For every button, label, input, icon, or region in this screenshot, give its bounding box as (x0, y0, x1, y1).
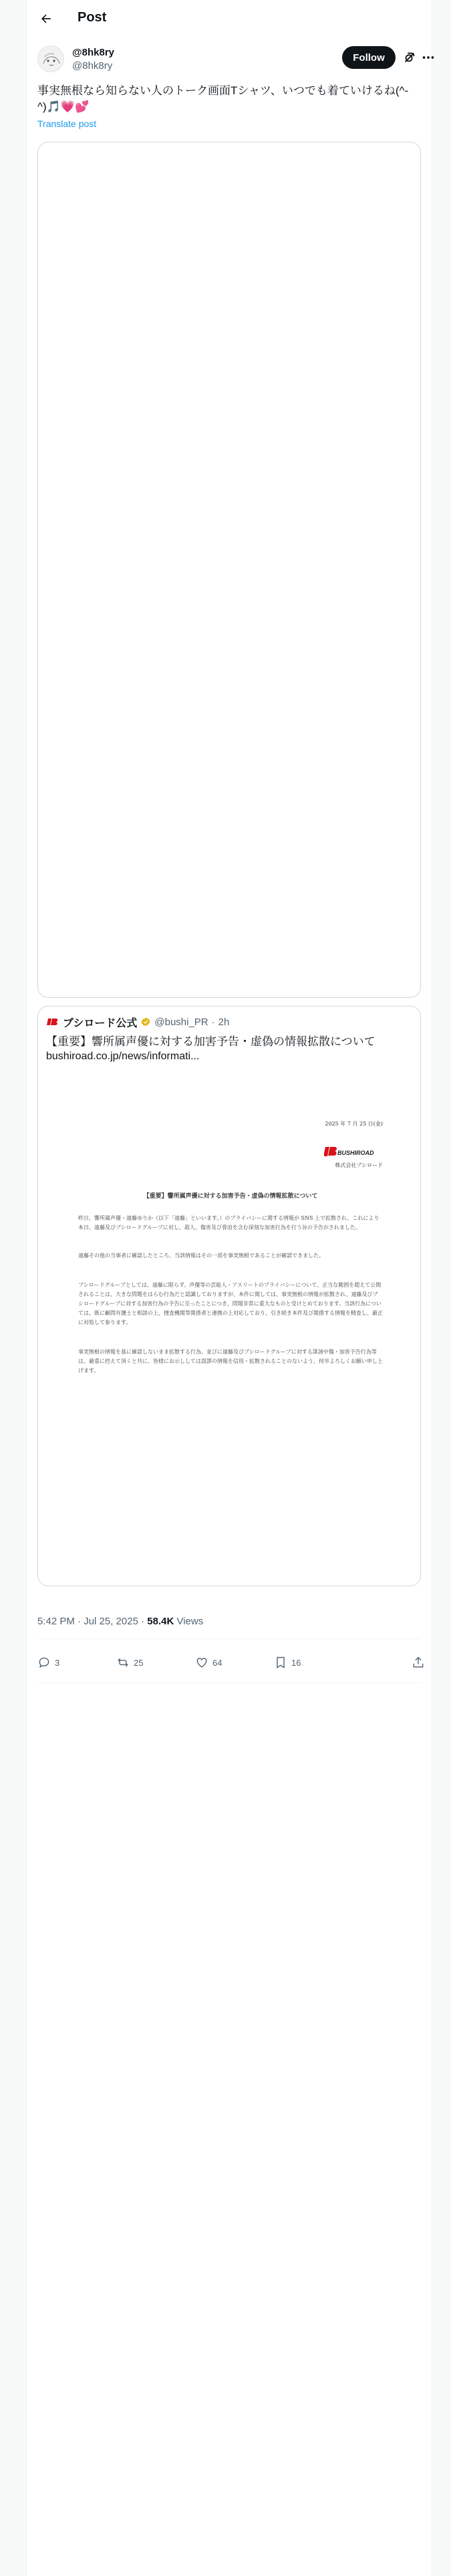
doc-paragraph-3: ブシロードグループとしては、遠藤に限らず、声優等の芸能人・アスリートのプライバシーについて、正当な範囲を超えて公開されることは、大きな問題をはらむ行為だと認識しておりますが、本件に関しては、事実無根の情報が拡散され、遠藤及びブシロードグループに対する加害行為の予告に至ったことにつき、問題非常に重大なものと受けとめております。当該行為については、既に顧問弁護士と相談の上、捜査機関等関係者と連携の上対応しており、引き続き本件及び関係する情報を精査し、厳正に対処して参ります。 (78, 1282, 383, 1325)
meta-separator: · (211, 1016, 215, 1028)
more-button[interactable] (421, 50, 436, 65)
doc-paragraph-2: 遠藤その他の当事者に確認したところ、当該情報はその一部を事実無根であることが確認できました。 (78, 1253, 324, 1259)
svg-text:BUSHIROAD: BUSHIROAD (337, 1150, 374, 1156)
share-button[interactable] (412, 1654, 425, 1671)
post-column (27, 0, 432, 2576)
doc-heading: 【重要】響所属声優に対する加害予告・虚偽の情報拡散について (143, 1193, 318, 1200)
doc-date: 2025 年 7 月 25 日(金) (325, 1121, 383, 1127)
views-label: Views (176, 1616, 204, 1627)
heart-icon (195, 1656, 208, 1669)
post-timestamp: 5:42 PM · Jul 25, 2025 · 58.4K Views (37, 1616, 204, 1627)
reply-button[interactable] (37, 1654, 59, 1671)
quoted-post[interactable] (37, 1006, 421, 1586)
divider (37, 1638, 421, 1639)
verified-badge-icon (140, 1016, 151, 1027)
quoted-age: 2h (218, 1016, 230, 1028)
bushiroad-logo-icon (46, 1015, 59, 1029)
grok-button[interactable] (402, 50, 417, 65)
avatar[interactable] (37, 45, 64, 72)
display-name[interactable]: @8hk8ry (72, 47, 114, 58)
repost-icon (116, 1656, 130, 1669)
quoted-display-name: ブシロード公式 (63, 1017, 138, 1029)
reply-icon (37, 1656, 51, 1669)
bookmark-icon (274, 1656, 287, 1669)
share-icon (412, 1656, 425, 1669)
media-attachment[interactable] (37, 142, 421, 998)
page-title: Post (78, 10, 107, 25)
bookmark-count: 16 (291, 1657, 301, 1668)
quoted-post-text: 【重要】響所属声優に対する加害予告・虚偽の情報拡散について (46, 1035, 375, 1048)
post-time[interactable]: 5:42 PM · Jul 25, 2025 (37, 1616, 138, 1627)
reply-count: 3 (55, 1657, 60, 1668)
arrow-left-icon (39, 12, 53, 25)
quoted-handle: @bushi_PR (154, 1016, 208, 1028)
back-button[interactable] (37, 9, 55, 28)
quoted-post-header (46, 1014, 229, 1029)
bookmark-button[interactable] (274, 1654, 301, 1671)
repost-count: 25 (134, 1657, 144, 1668)
doc-paragraph-4: 事実無根の情報を基に確認しないまま拡散する行為、並びに遠藤及びブシロードグループに対する誹謗中傷・加害予告行為等は、厳重に控えて頂くと共に、皆様にお示ししては誤謬の情報を信用・拡散されることのないよう、何卒よろしくお願い申し上げます。 (78, 1349, 383, 1374)
left-rail (0, 0, 27, 2576)
follow-button[interactable]: Follow (342, 46, 396, 69)
doc-company: 株式会社ブシロード (335, 1162, 383, 1168)
like-count: 64 (212, 1657, 222, 1668)
more-dots-icon (421, 50, 436, 65)
top-bar (27, 0, 432, 37)
bushiroad-wordmark-icon (324, 1144, 382, 1159)
action-bar (37, 1648, 421, 1677)
post-text: 事実無根なら知らない人のトーク画面Tシャツ、いつでも着ていけるね(^-^)🎵💗💕 (37, 84, 409, 113)
quoted-post-link[interactable]: bushiroad.co.jp/news/informati... (46, 1051, 200, 1062)
post-author (37, 45, 421, 76)
views-count: 58.4K (147, 1616, 174, 1627)
doc-paragraph-1: 昨日、響所属声優・遠藤ゆりか（以下「遠藤」といいます。）のプライバシーに関する情報が SNS 上で拡散され、これにより本日、遠藤及びブシロードグループに対し、殺人、傷害及び脅迫を含む深刻な加害行為を行う旨の予告がされました。 (78, 1215, 380, 1230)
user-handle[interactable]: @8hk8ry (72, 60, 113, 72)
avatar-drawing-icon (38, 46, 64, 72)
like-button[interactable] (195, 1654, 222, 1671)
grok-icon (402, 50, 417, 65)
translate-link[interactable]: Translate post (37, 118, 97, 129)
repost-button[interactable] (116, 1654, 143, 1671)
right-rail (432, 0, 451, 2576)
